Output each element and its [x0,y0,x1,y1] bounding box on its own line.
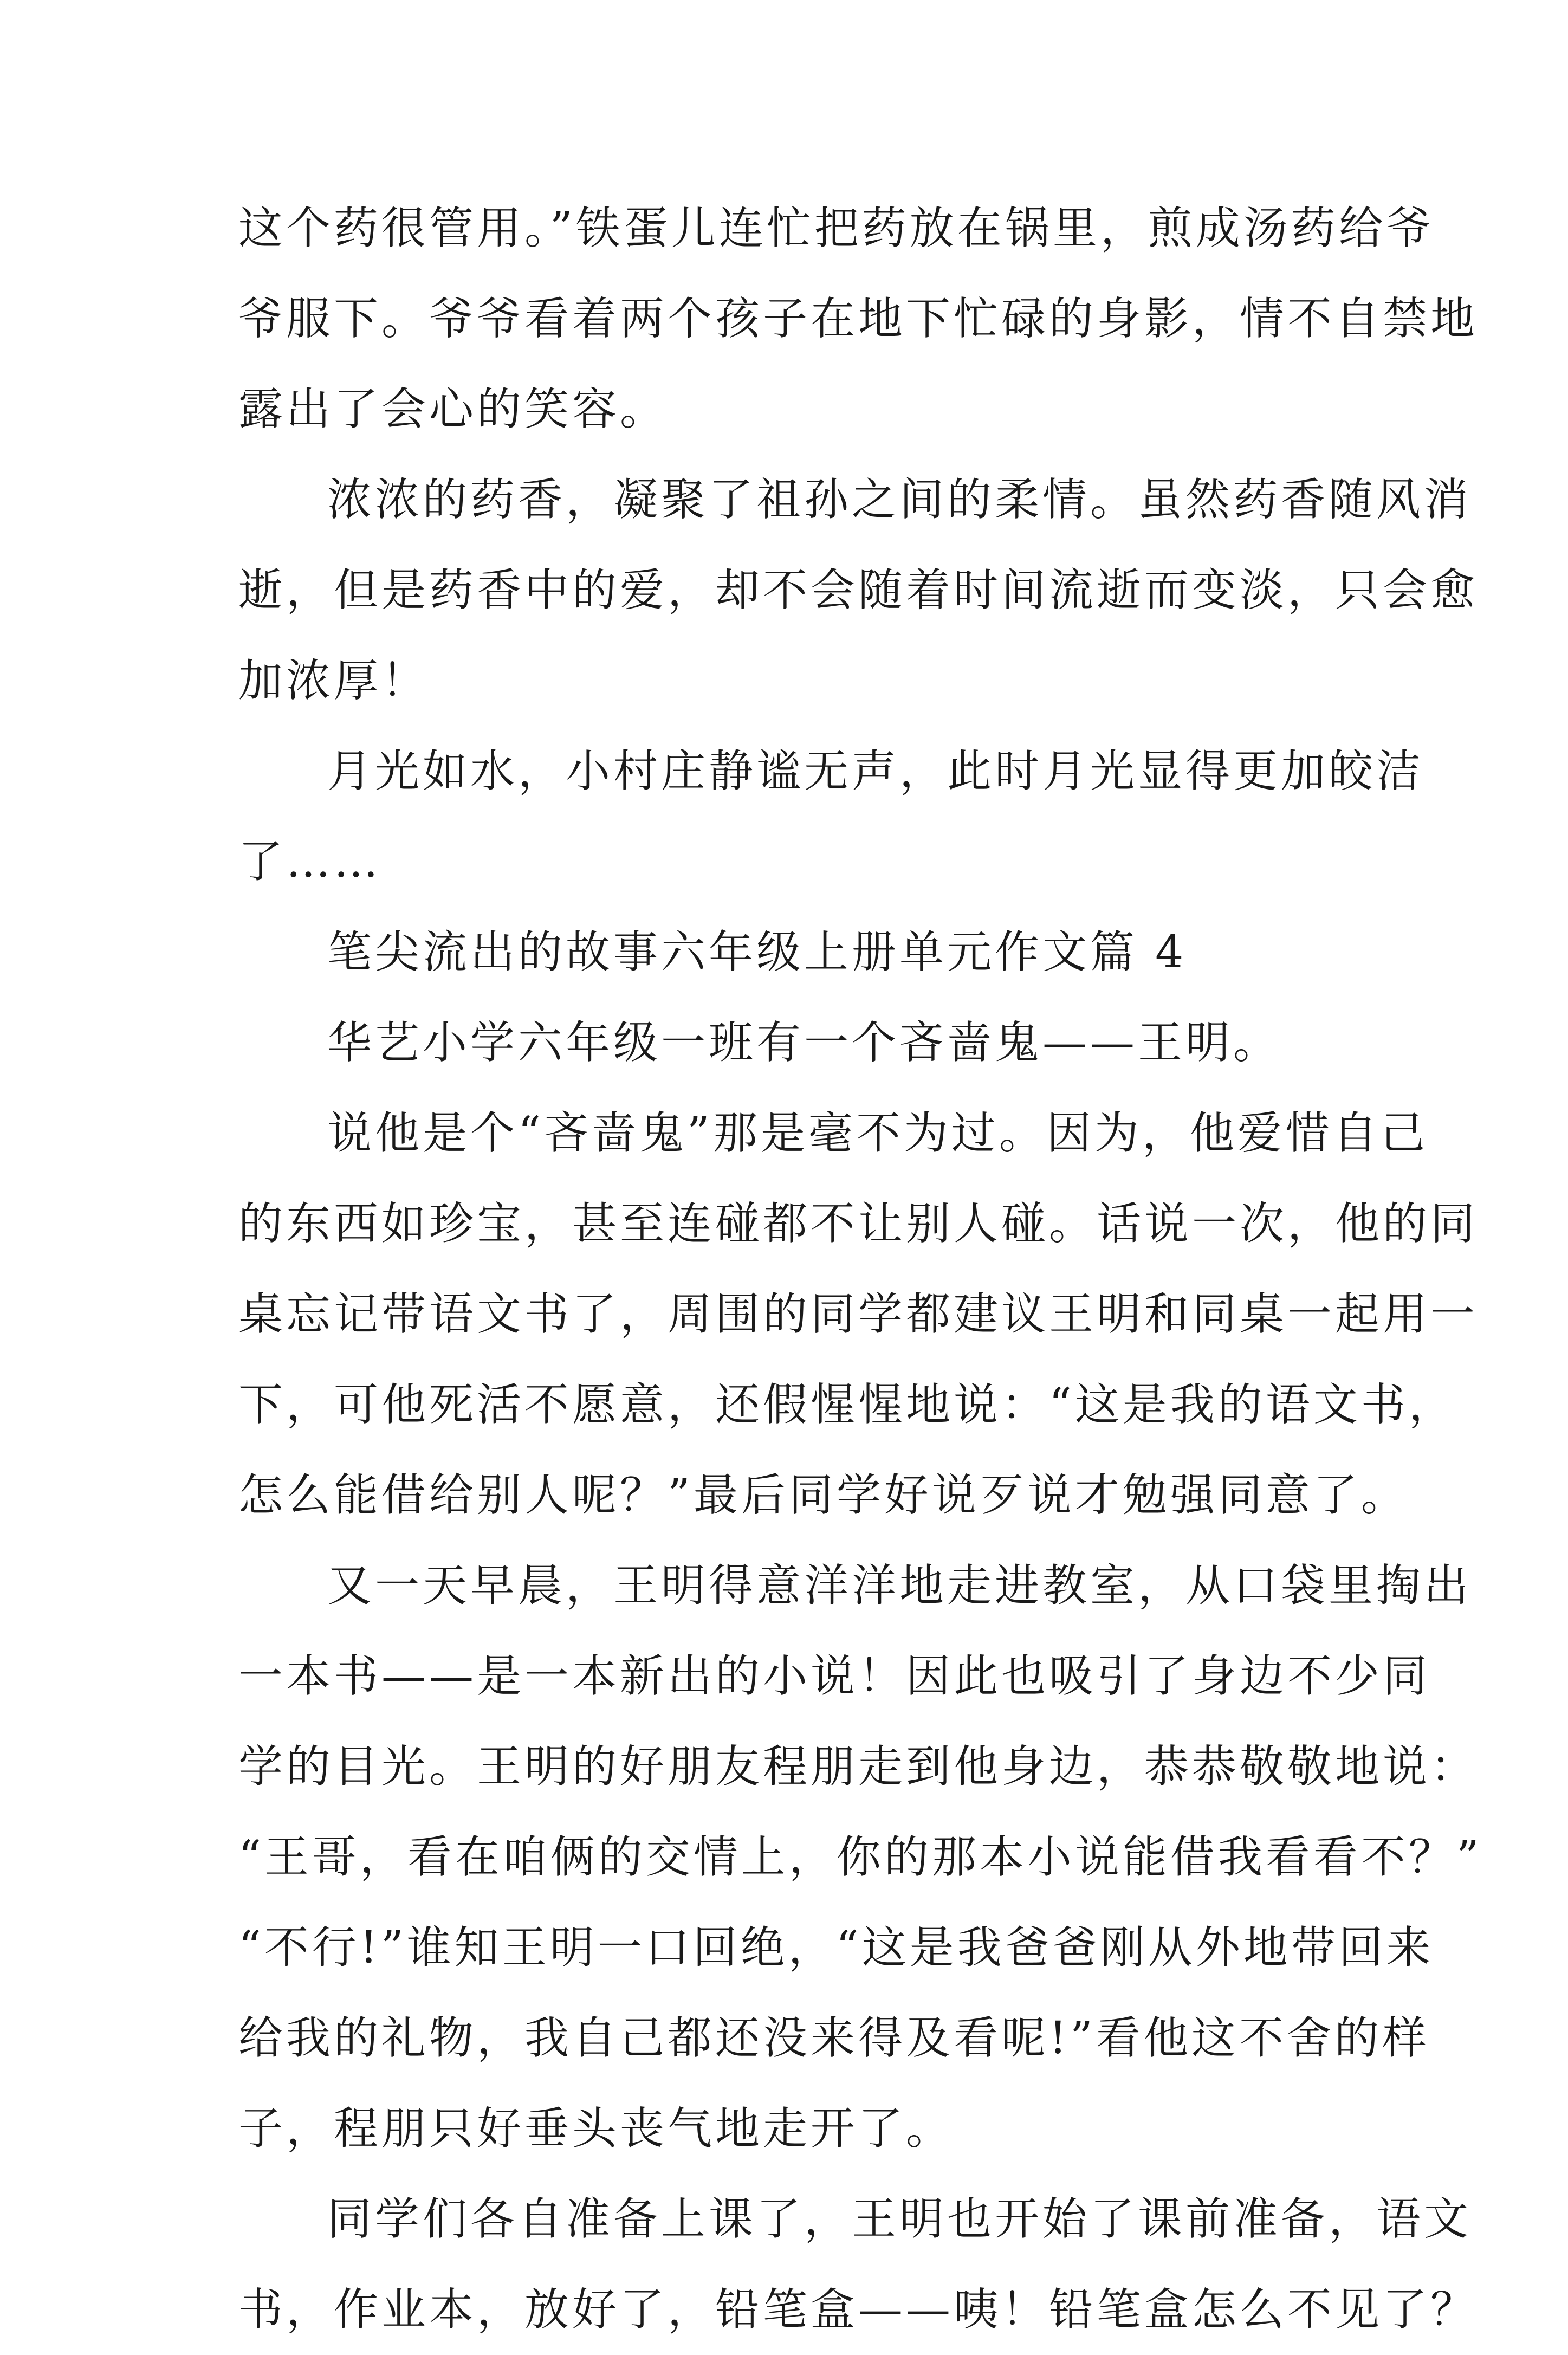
section-heading: 笔尖流出的故事六年级上册单元作文篇 4 [327,927,1187,978]
text-line: 的东西如珍宝，甚至连碰都不让别人碰。话说一次，他的同 [238,1198,1479,1250]
body-text [238,183,1482,2355]
text-line: 又一天早晨，王明得意洋洋地走进教室，从口袋里掏出 [327,1560,1472,1612]
text-line: 月光如水，小村庄静谧无声，此时月光显得更加皎洁 [327,746,1424,797]
text-line: 学的目光。王明的好朋友程朋走到他身边，恭恭敬敬地说： [238,1741,1479,1793]
text-line: “不行!”谁知王明一口回绝，“这是我爸爸刚从外地带回来 [238,1922,1434,1974]
text-line: 了…… [238,836,381,888]
text-line: 逝，但是药香中的爱，却不会随着时间流逝而变淡，只会愈 [238,565,1479,616]
text-line: 华艺小学六年级一班有一个吝啬鬼——王明。 [327,1017,1281,1069]
text-line: 子，程朋只好垂头丧气地走开了。 [238,2103,954,2155]
text-line: 说他是个“吝啬鬼”那是毫不为过。因为，他爱惜自己 [327,1108,1428,1159]
text-line: 下，可他死活不愿意，还假惺惺地说：“这是我的语文书， [238,1379,1456,1431]
text-line: “王哥，看在咱俩的交情上，你的那本小说能借我看看不？” [238,1832,1482,1883]
text-line: 露出了会心的笑容。 [238,384,668,435]
text-line: 一本书——是一本新出的小说！因此也吸引了身边不少同 [238,1651,1431,1702]
text-line: 这个药很管用。”铁蛋儿连忙把药放在锅里，煎成汤药给爷 [238,203,1434,254]
text-line: 桌忘记带语文书了，周围的同学都建议王明和同桌一起用一 [238,1289,1479,1340]
text-line: 书，作业本，放好了，铅笔盒——咦！铅笔盒怎么不见了？ [238,2284,1479,2335]
text-line: 爷服下。爷爷看着两个孩子在地下忙碌的身影，情不自禁地 [238,293,1479,345]
text-line: 同学们各自准备上课了，王明也开始了课前准备，语文 [327,2194,1472,2245]
text-line: 加浓厚！ [238,655,430,707]
text-line: 给我的礼物，我自己都还没来得及看呢!”看他这不舍的样 [238,2013,1430,2064]
text-line: 浓浓的药香，凝聚了祖孙之间的柔情。虽然药香随风消 [327,474,1472,526]
text-line: 怎么能借给别人呢？”最后同学好说歹说才勉强同意了。 [238,1470,1409,1521]
